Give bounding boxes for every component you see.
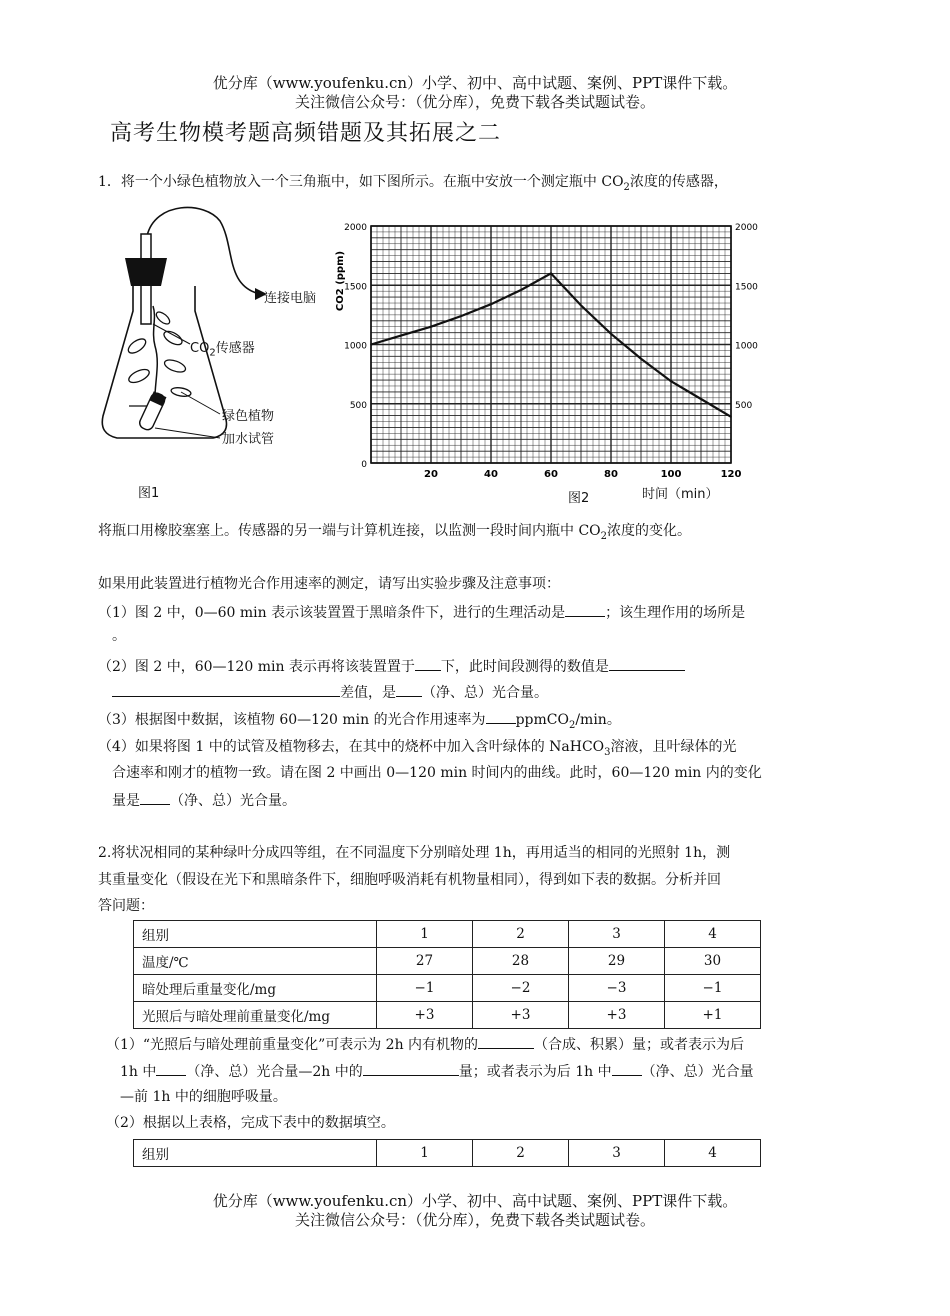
table-cell: 30 xyxy=(665,948,761,975)
blank[interactable] xyxy=(612,1061,642,1076)
table-cell: 组别 xyxy=(134,1140,377,1167)
x-tick-label: 120 xyxy=(720,469,742,480)
blank[interactable] xyxy=(486,709,516,724)
table-row xyxy=(134,948,761,975)
y-tick-label-right: 500 xyxy=(735,400,753,411)
q1-sub2: （2）图 2 中，60—120 min 表示再将该装置置于 下，此时间段测得的数值是 xyxy=(98,656,685,677)
q2-sub1-end: —前 1h 中的细胞呼吸量。 xyxy=(120,1089,287,1105)
table-cell: 1 xyxy=(377,1140,473,1167)
footer-line-1: 优分库（www.youfenku.cn）小学、初中、高中试题、案例、PPT课件下载。 xyxy=(212,1192,738,1210)
table-row xyxy=(134,1002,761,1029)
y-axis-label: CO2 (ppm) xyxy=(335,250,346,312)
table-cell: 温度/℃ xyxy=(134,948,377,975)
x-tick-label: 40 xyxy=(484,469,498,480)
q2-intro-2: 其重量变化（假设在光下和黑暗条件下，细胞呼吸消耗有机物量相同），得到如下表的数据。分析并回 xyxy=(98,872,721,888)
blank[interactable] xyxy=(363,1061,459,1076)
y-tick-label-right: 1500 xyxy=(735,282,758,293)
footer-line-2: 关注微信公众号：（优分库），免费下载各类试题试卷。 xyxy=(294,1211,655,1229)
table-cell: +3 xyxy=(569,1002,665,1029)
table-cell: −3 xyxy=(569,975,665,1002)
table-cell: 27 xyxy=(377,948,473,975)
q2-data-table xyxy=(133,920,761,1029)
page-title: 高考生物模考题高频错题及其拓展之二 xyxy=(110,121,502,146)
q2-sub2: （2）根据以上表格，完成下表中的数据填空。 xyxy=(106,1115,395,1131)
table-cell: 3 xyxy=(569,921,665,948)
blank[interactable] xyxy=(415,656,441,671)
table-cell: 组别 xyxy=(134,921,377,948)
data-point xyxy=(610,333,612,335)
x-tick-label: 20 xyxy=(424,469,438,480)
q2-fill-table xyxy=(133,1139,761,1167)
data-point xyxy=(460,315,462,317)
blank[interactable] xyxy=(478,1034,534,1049)
y-tick-label-right: 2000 xyxy=(735,223,758,233)
fig2-xlabel: 时间（min） xyxy=(642,487,719,502)
x-tick-label: 100 xyxy=(660,469,682,480)
q2-intro-1: 2.将状况相同的某种绿叶分成四等组，在不同温度下分别暗处理 1h，再用适当的相同的光照射 1h，测 xyxy=(98,845,731,861)
data-point xyxy=(490,303,492,305)
header-line-2: 关注微信公众号：（优分库），免费下载各类试题试卷。 xyxy=(294,93,655,111)
table-cell: +3 xyxy=(377,1002,473,1029)
table-cell: 光照后与暗处理前重量变化/mg xyxy=(134,1002,377,1029)
q2-intro-3: 答问题： xyxy=(98,898,154,914)
q1-sub4-end: 量是 （净、总）光合量。 xyxy=(112,790,296,811)
table-row xyxy=(134,921,761,948)
fig2-caption: 图2 xyxy=(568,491,590,506)
data-point xyxy=(520,289,522,291)
data-point xyxy=(640,358,642,360)
label-water-tube: 加水试管 xyxy=(222,432,275,447)
table-row xyxy=(134,975,761,1002)
table-cell: 4 xyxy=(665,921,761,948)
data-point xyxy=(370,344,372,346)
table-cell: 2 xyxy=(473,921,569,948)
data-point xyxy=(550,273,552,275)
data-point xyxy=(700,398,702,400)
blank[interactable] xyxy=(112,682,340,697)
data-point xyxy=(670,380,672,382)
blank[interactable] xyxy=(140,790,170,805)
table-cell: 28 xyxy=(473,948,569,975)
table-cell: −1 xyxy=(377,975,473,1002)
label-connect-computer: 连接电脑 xyxy=(264,291,317,306)
table-cell: +1 xyxy=(665,1002,761,1029)
table-row xyxy=(134,1140,761,1167)
table-cell: −1 xyxy=(665,975,761,1002)
q1-lead: 如果用此装置进行植物光合作用速率的测定，请写出实验步骤及注意事项： xyxy=(98,576,560,592)
y-tick-label-left: 1500 xyxy=(344,282,367,293)
data-point xyxy=(730,416,732,418)
data-point xyxy=(400,335,402,337)
y-tick-label-left: 1000 xyxy=(344,341,367,352)
table-cell: 3 xyxy=(569,1140,665,1167)
x-tick-label: 60 xyxy=(544,469,558,480)
q1-continued: 将瓶口用橡胶塞塞上。传感器的另一端与计算机连接，以监测一段时间内瓶中 $CO_2$浓度的变化。 xyxy=(98,523,692,542)
blank[interactable] xyxy=(396,682,422,697)
q1-sub2-cont: 差值，是 （净、总）光合量。 xyxy=(112,682,548,703)
q2-sub1-cont: 1h 中 （净、总）光合量—2h 中的 量；或者表示为后 1h 中 （净、总）光合量 xyxy=(120,1061,754,1082)
y-tick-label-left: 0 xyxy=(361,460,367,470)
q1-sub4-cont: 合速率和刚才的植物一致。请在图 2 中画出 0—120 min 时间内的曲线。此时，60—120 min 内的变化 xyxy=(112,765,762,781)
q1-sub1: （1）图 2 中，0—60 min 表示该装置置于黑暗条件下，进行的生理活动是 ；该生理作用的场所是 xyxy=(98,602,745,623)
q1-sub1-end: 。 xyxy=(112,628,126,644)
table-cell: 2 xyxy=(473,1140,569,1167)
header-line-1: 优分库（www.youfenku.cn）小学、初中、高中试题、案例、PPT课件下载。 xyxy=(212,74,738,92)
y-tick-label-right: 1000 xyxy=(735,341,758,352)
fig2-co2-chart xyxy=(335,212,765,502)
q1-sub3: （3）根据图中数据，该植物 60—120 min 的光合作用速率为 ppmCO$_2$/min。 xyxy=(98,709,621,736)
data-point xyxy=(430,326,432,328)
x-tick-label: 80 xyxy=(604,469,618,480)
table-cell: 29 xyxy=(569,948,665,975)
blank[interactable] xyxy=(609,656,685,671)
label-green-plant: 绿色植物 xyxy=(222,409,275,424)
q2-sub1: （1）“光照后与暗处理前重量变化”可表示为 2h 内有机物的 （合成、积累）量；或者表示为后 xyxy=(106,1034,744,1055)
blank[interactable] xyxy=(156,1061,186,1076)
blank[interactable] xyxy=(565,602,605,617)
q1-intro: 1．将一个小绿色植物放入一个三角瓶中，如下图所示。在瓶中安放一个测定瓶中 $CO_2$浓度的传感器， xyxy=(98,174,728,193)
table-cell: 暗处理后重量变化/mg xyxy=(134,975,377,1002)
table-cell: 4 xyxy=(665,1140,761,1167)
table-cell: +3 xyxy=(473,1002,569,1029)
table-cell: 1 xyxy=(377,921,473,948)
q1-sub4: （4）如果将图 1 中的试管及植物移去，在其中的烧杯中加入含叶绿体的 NaHCO$_3$溶液，且叶绿体的光 xyxy=(98,739,737,758)
table-cell: −2 xyxy=(473,975,569,1002)
y-tick-label-left: 500 xyxy=(349,400,367,411)
fig1-caption: 图1 xyxy=(138,486,160,501)
data-point xyxy=(580,305,582,307)
y-tick-label-left: 2000 xyxy=(344,223,367,233)
label-co2-sensor: $CO_2$传感器 xyxy=(190,341,255,359)
